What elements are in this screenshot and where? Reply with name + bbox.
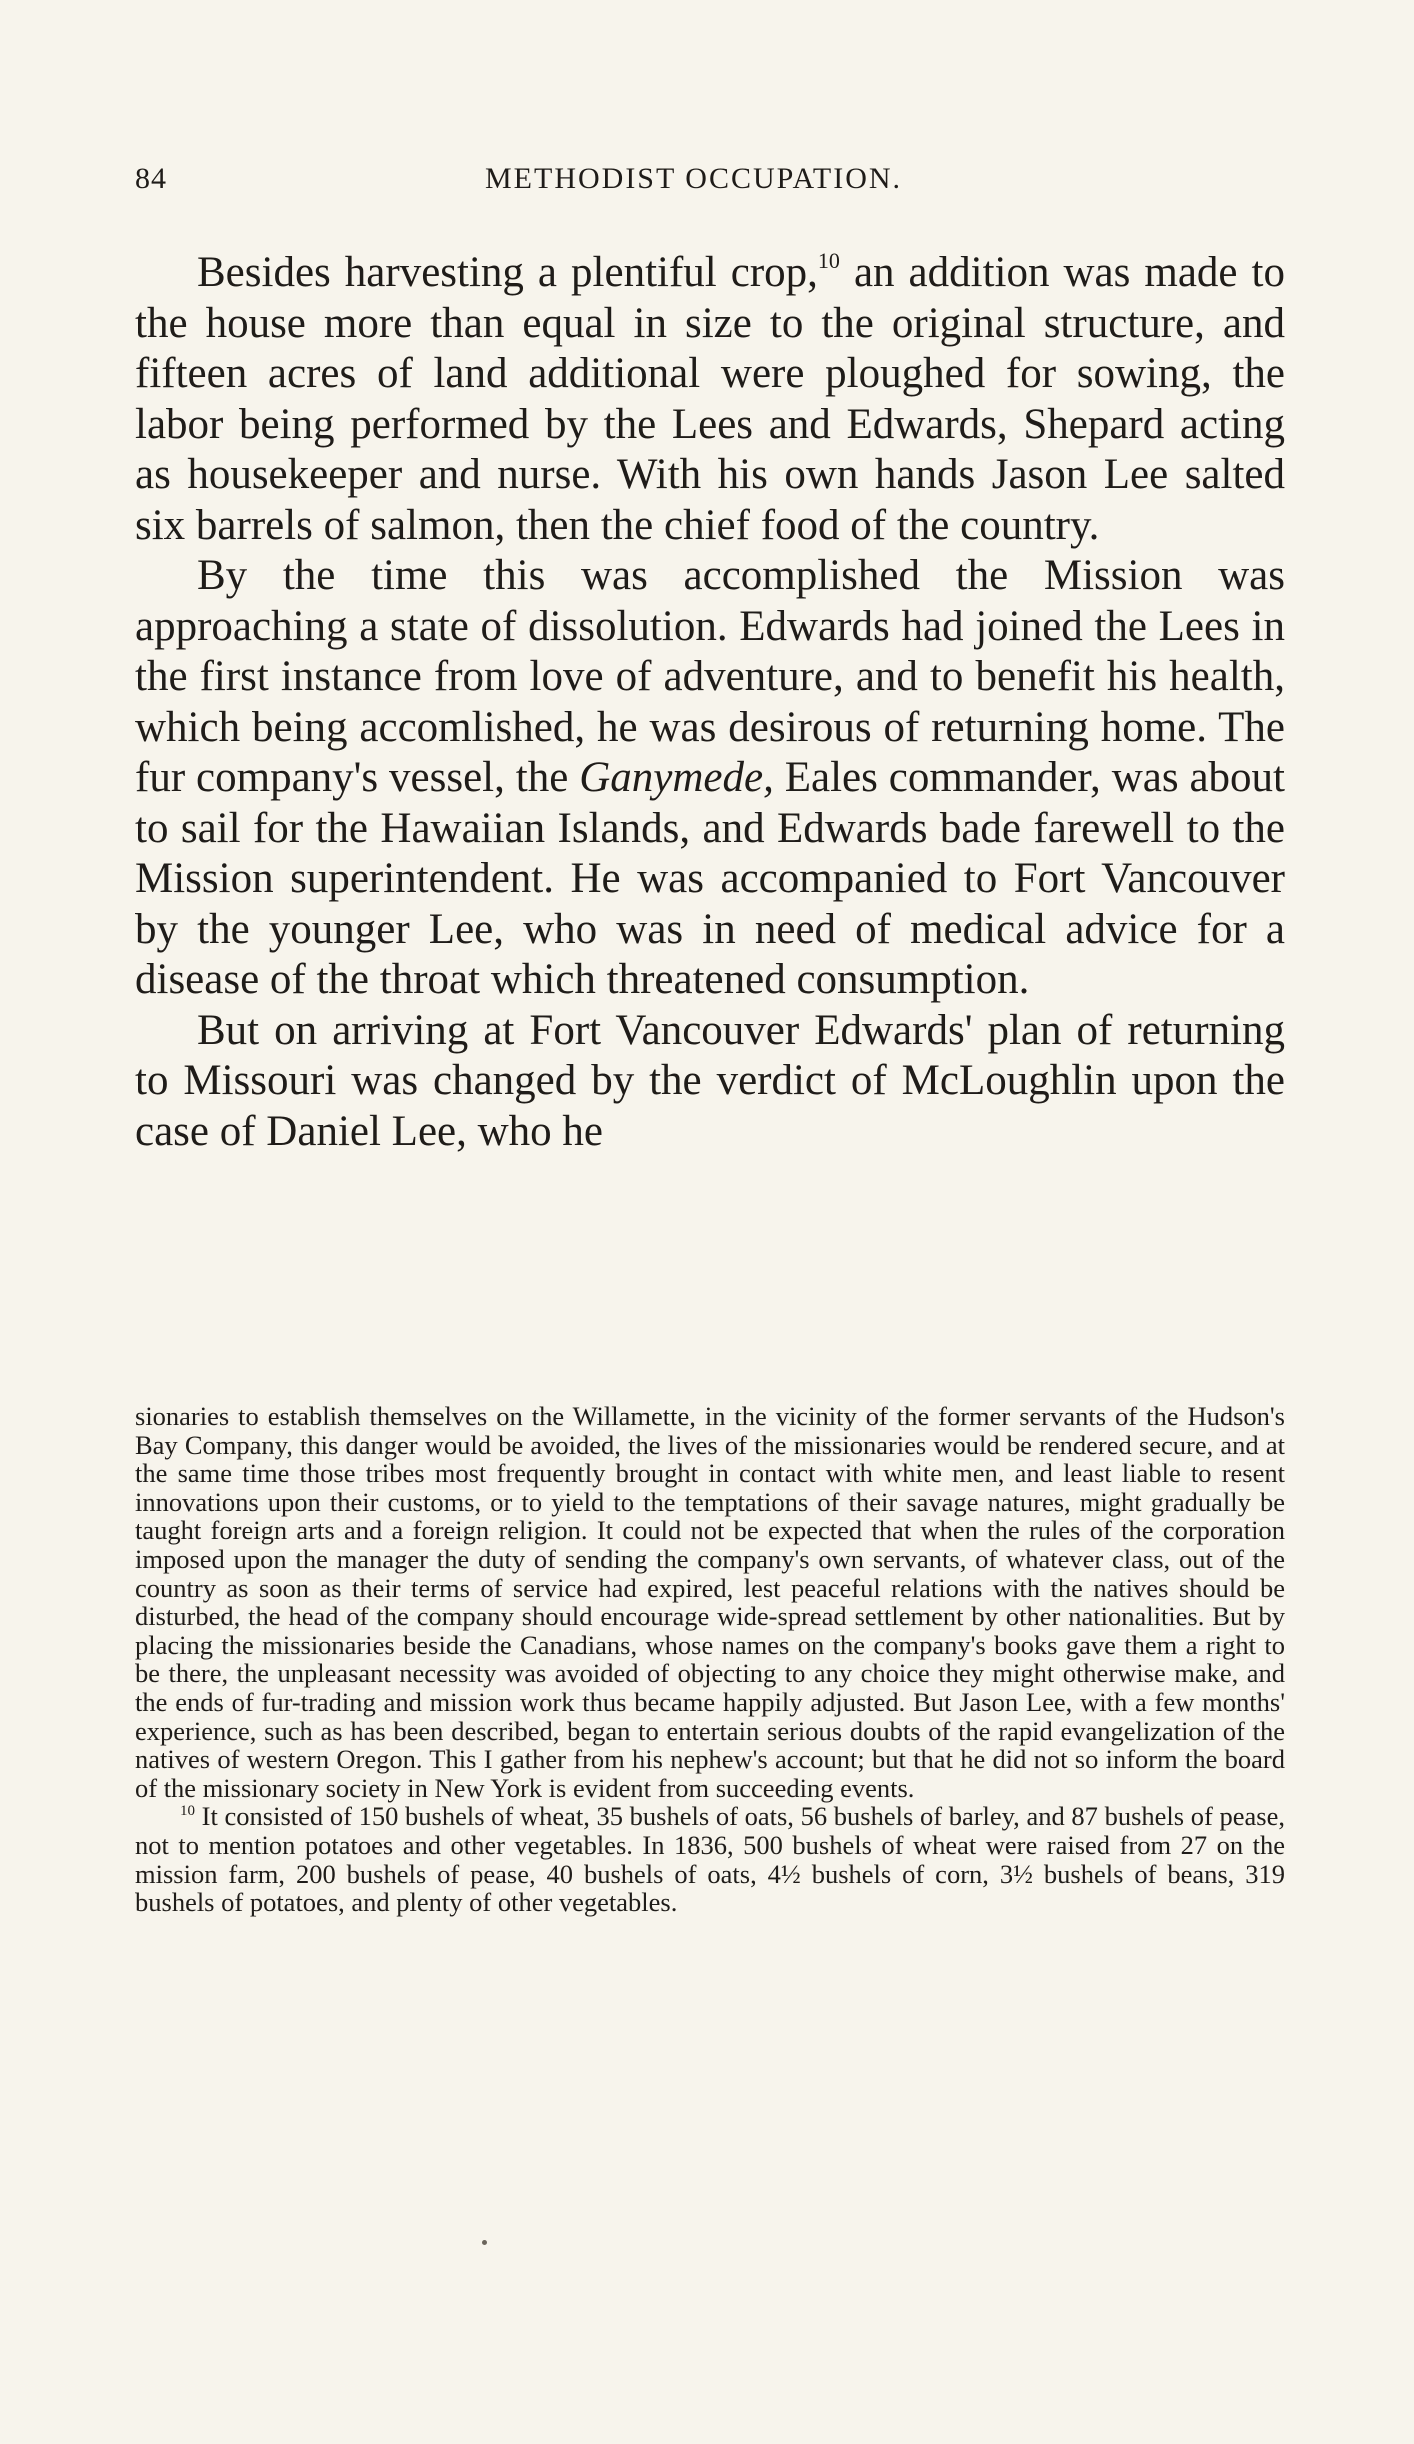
ship-name: Ganymede, (579, 754, 774, 801)
footnote-10-number: 10 (180, 1803, 195, 1820)
footnote-10 (135, 1802, 1285, 1916)
footnote-continued: sionaries to establish themselves on the Willamette, in the vicinity of the former servants of the Hudson's Bay Company, this danger would be avoided, the lives of the missionaries would be rendered secure, and at the same time those tribes most frequently brought in contact with white men, and least liable to resent innovations upon their customs, or to yield to the temptations of their savage natures, might gradually be taught foreign arts and a foreign religion. It could not be expected that when the rules of the corporation imposed upon the manager the duty of sending the company's own servants, of whatever class, out of the country as soon as their terms of service had expired, lest peaceful relations with the natives should be disturbed, the head of the company should encourage wide-spread settlement by other nationalities. But by placing the missionaries beside the Canadians, whose names on the company's books gave them a right to be there, the unpleasant necessity was avoided of objecting to any choice they might otherwise make, and the ends of fur-trading and mission work thus became happily adjusted. But Jason Lee, with a few months' experience, such as has been described, began to entertain serious doubts of the rapid evangelization of the natives of western Oregon. This I gather from his nephew's account; but that he did not so inform the board of the missionary society in New York is evident from succeeding events. (135, 1401, 1285, 1803)
paragraph-harvest-start: Besides harvesting a plentiful crop, (197, 249, 818, 296)
footnote-10-text: It consisted of 150 bushels of wheat, 35 bushels of oats, 56 bushels of barley, and 87 bushels of pease, not to mention potatoes and other vegetables. In 1836, 500 bushels of wheat were raised from 27 on the mission farm, 200 bushels of pease, 40 bushels of oats, 4½ bushels of corn, 3½ bushels of beans, 319 bushels of potatoes, and plenty of other vegetables. (135, 1801, 1285, 1918)
paragraph-dissolution (135, 551, 1285, 1006)
chapter-header-title: METHODIST OCCUPATION. (485, 162, 903, 195)
paragraph-dissolution-rest: Eales commander, was about to sail for the Hawaiian Islands, and Edwards bade farewell to the Mission superintendent. He was accompanied to Fort Vancouver by the younger Lee, who was in need of medical advice for a disease of the throat which threatened consumption. (135, 754, 1285, 1003)
page-number: 84 (135, 162, 167, 195)
paragraph-fort-vancouver: But on arriving at Fort Vancouver Edwards' plan of returning to Missouri was changed by the verdict of McLoughlin upon the case of Daniel Lee, who he (135, 1006, 1285, 1155)
paragraph-dissolution-start: By the time this was accomplished the Mission was approaching a state of dissolution. Edwards had joined the Lees in the first instance from love of adventure, and to benefit his health, which being accomlished, he was desirous of returning home. The fur company's vessel, the (135, 552, 1285, 801)
paragraph-harvest-rest: an addition was made to the house more than equal in size to the original structure, and fifteen acres of land additional were ploughed for sowing, the labor being performed by the Lees and Edwards, Shepard acting as housekeeper and nurse. With his own hands Jason Lee salted six barrels of salmon, then the chief food of the country. (135, 249, 1285, 549)
footnotes (135, 1402, 1285, 1917)
main-text (135, 248, 1285, 1157)
ink-speck (482, 2240, 487, 2245)
paragraph-harvest (135, 248, 1285, 551)
footnote-reference-10: 10 (817, 248, 840, 273)
running-head (135, 162, 1285, 202)
